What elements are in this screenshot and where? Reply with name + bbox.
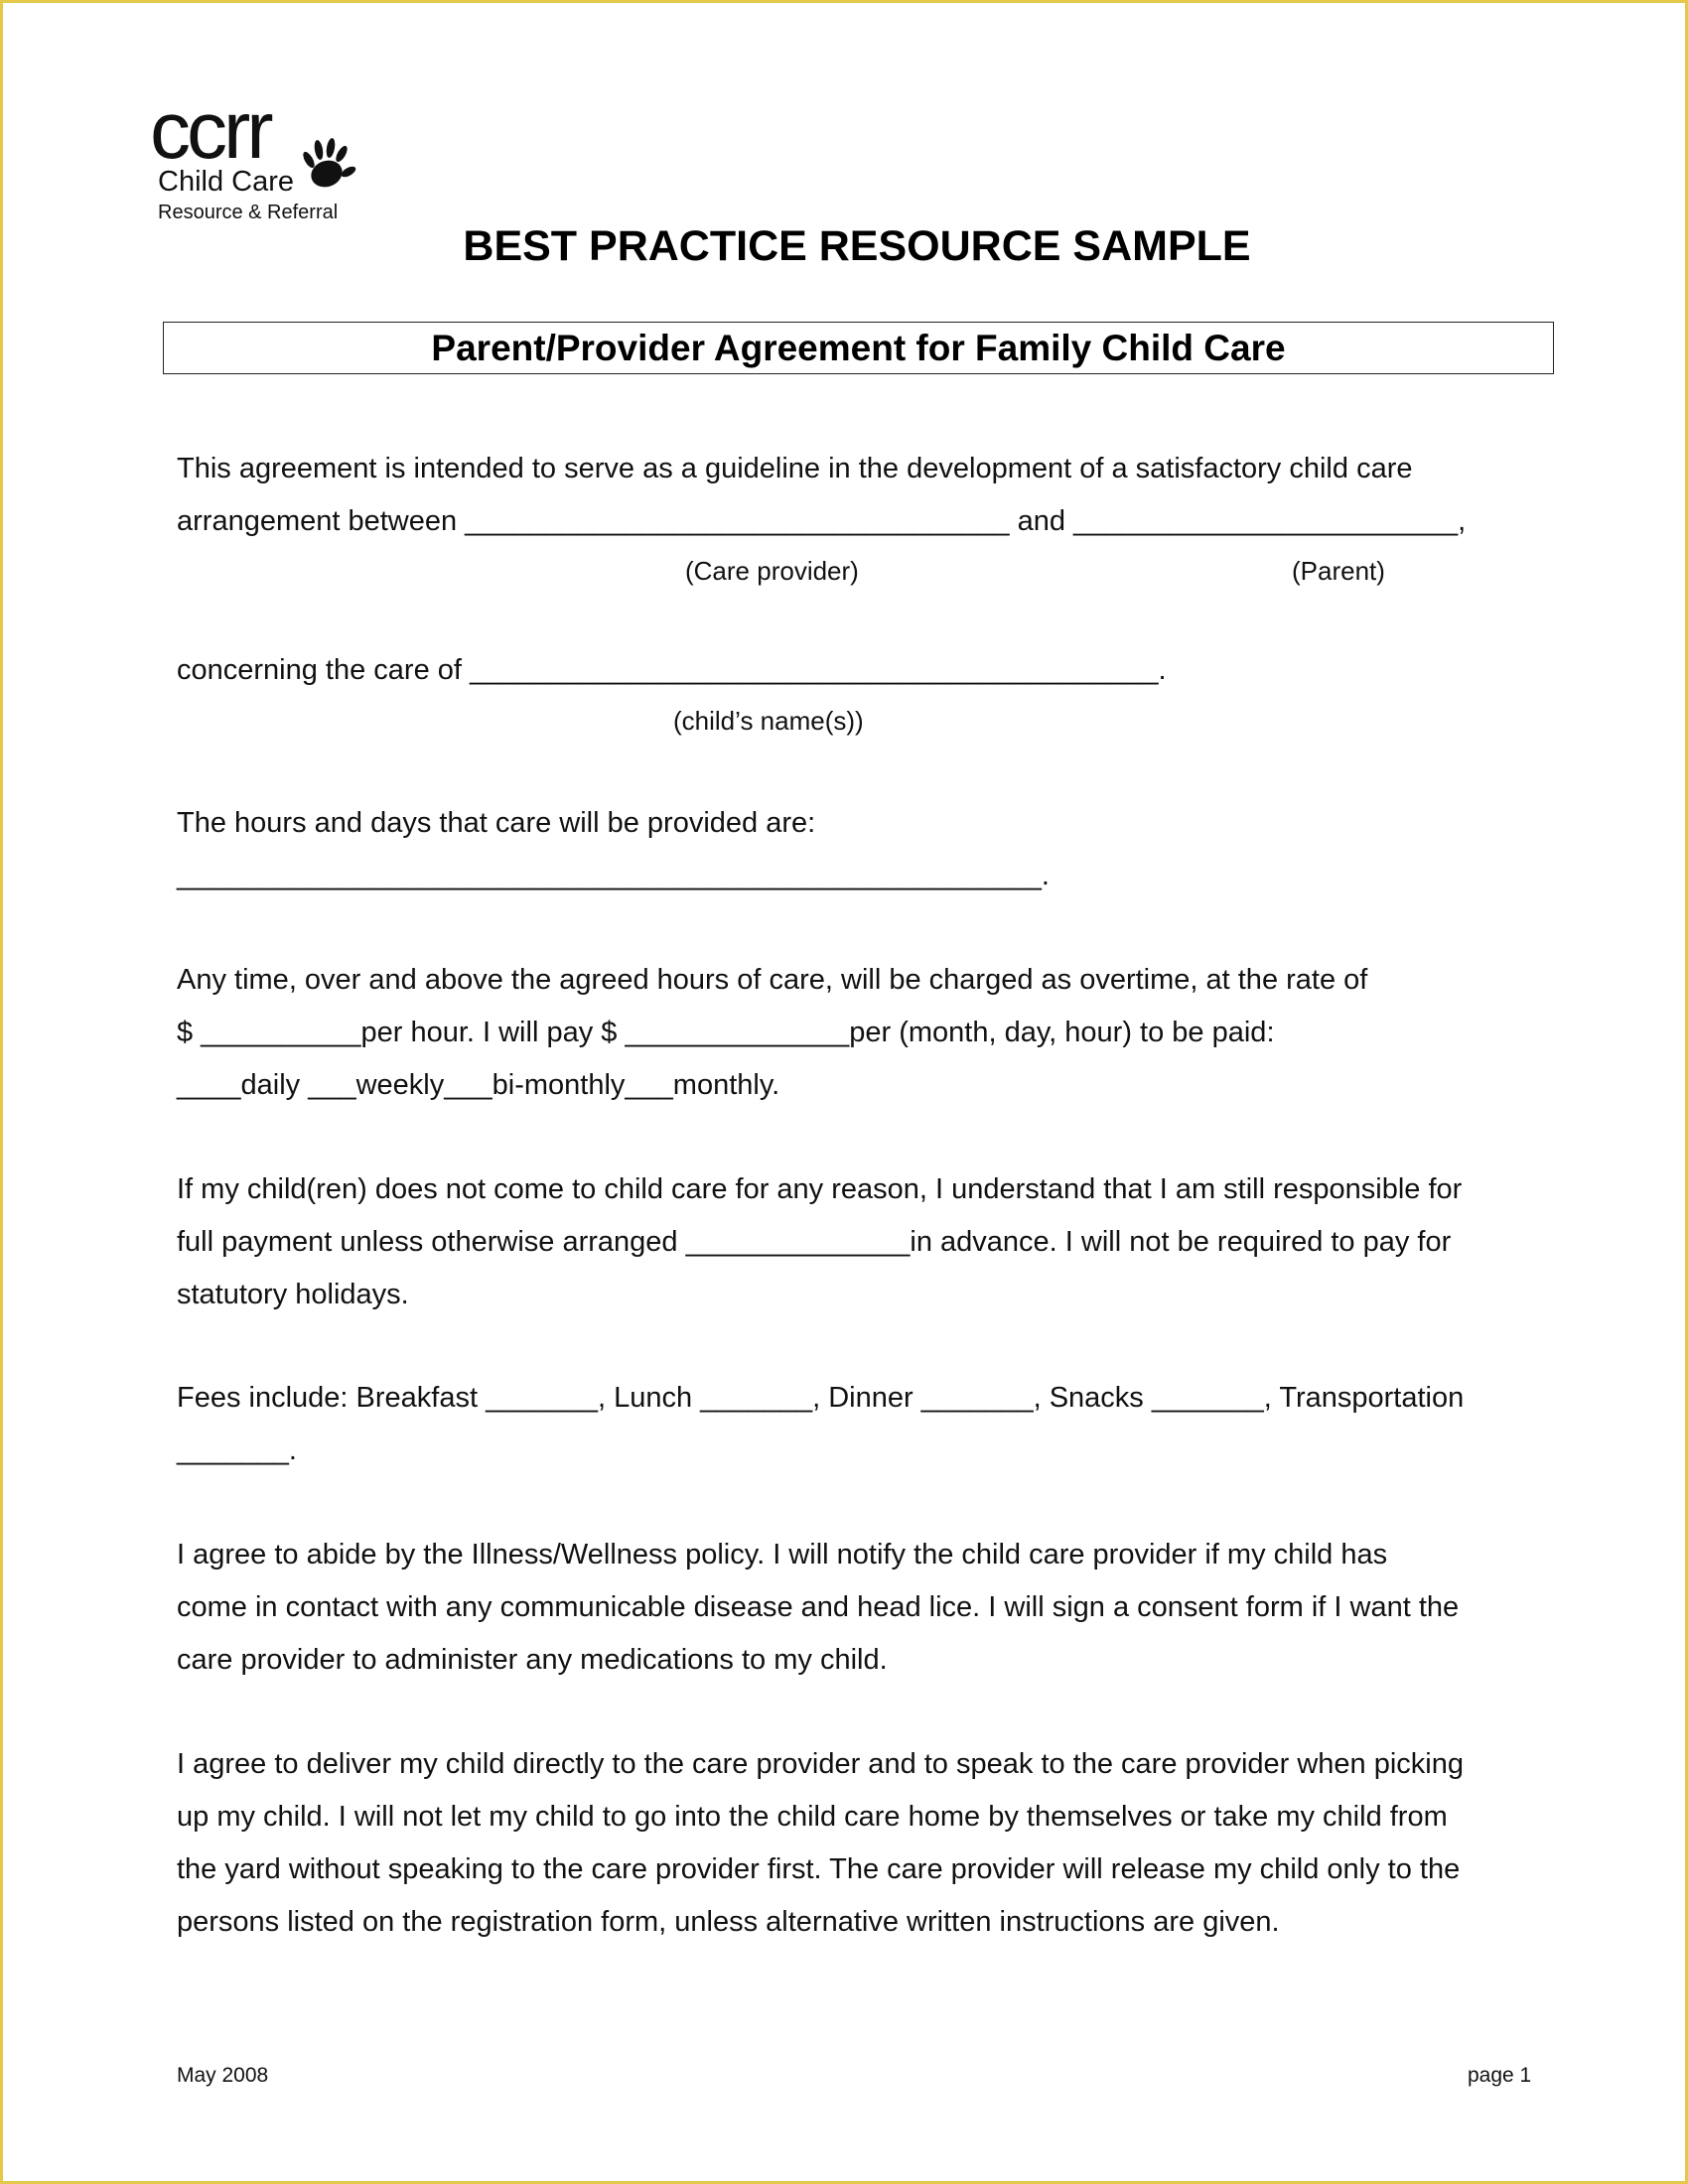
- paragraph-absence-line-1: If my child(ren) does not come to child care for any reason, I understand that I am still responsible for: [177, 1173, 1463, 1205]
- paragraph-pickup-line-1: I agree to deliver my child directly to the care provider and to speak to the care provider when picking: [177, 1748, 1465, 1780]
- paragraph-child-line-1: concerning the care of ___________________________________________.: [177, 654, 1167, 686]
- subtitle-box: [163, 322, 1554, 374]
- paragraph-illness-line-2: come in contact with any communicable disease and head lice. I will sign a consent form if I want the: [177, 1591, 1460, 1623]
- caption-parent: (Parent): [1292, 556, 1385, 586]
- footer-date: May 2008: [177, 2064, 269, 2087]
- paragraph-fees-line-2: _______.: [177, 1434, 297, 1466]
- paragraph-hours-line-2: ______________________________________________________.: [177, 860, 1050, 891]
- paragraph-pickup-line-3: the yard without speaking to the care provider first. The care provider will release my child only to the: [177, 1853, 1461, 1885]
- caption-child-names: (child’s name(s)): [673, 706, 864, 736]
- logo-wordmark: ccrr: [150, 85, 270, 176]
- paragraph-absence-line-2: full payment unless otherwise arranged ______________in advance. I will not be required to pay for: [177, 1226, 1452, 1258]
- paragraph-overtime-line-1: Any time, over and above the agreed hours of care, will be charged as overtime, at the rate of: [177, 964, 1368, 996]
- page-title: BEST PRACTICE RESOURCE SAMPLE: [463, 222, 1251, 270]
- logo-line-child-care: Child Care: [158, 166, 294, 198]
- logo-line-resource-referral: Resource & Referral: [158, 202, 339, 223]
- paragraph-overtime-line-2: $ __________per hour. I will pay $ ______________per (month, day, hour) to be paid:: [177, 1017, 1275, 1048]
- paragraph-fees-line-1: Fees include: Breakfast _______, Lunch _______, Dinner _______, Snacks _______, Transportation: [177, 1382, 1465, 1414]
- paragraph-pickup-line-2: up my child. I will not let my child to go into the child care home by themselves or take my child from: [177, 1801, 1448, 1833]
- paragraph-intro-line-2: arrangement between __________________________________ and ________________________,: [177, 505, 1467, 537]
- paragraph-pickup-line-4: persons listed on the registration form, unless alternative written instructions are given.: [177, 1906, 1280, 1938]
- paragraph-absence-line-3: statutory holidays.: [177, 1279, 409, 1310]
- paragraph-intro-line-1: This agreement is intended to serve as a guideline in the development of a satisfactory child care: [177, 453, 1413, 484]
- document-subtitle: Parent/Provider Agreement for Family Child Care: [431, 328, 1286, 368]
- paragraph-overtime-line-3: ____daily ___weekly___bi-monthly___monthly.: [177, 1069, 780, 1101]
- ccrr-logo: [150, 85, 358, 229]
- handprint-icon: [289, 130, 358, 200]
- paragraph-illness-line-1: I agree to abide by the Illness/Wellness policy. I will notify the child care provider if my child has: [177, 1539, 1388, 1570]
- footer-page-number: page 1: [1468, 2064, 1532, 2087]
- caption-care-provider: (Care provider): [685, 556, 859, 586]
- paragraph-hours-line-1: The hours and days that care will be provided are:: [177, 807, 816, 839]
- paragraph-illness-line-3: care provider to administer any medications to my child.: [177, 1644, 888, 1676]
